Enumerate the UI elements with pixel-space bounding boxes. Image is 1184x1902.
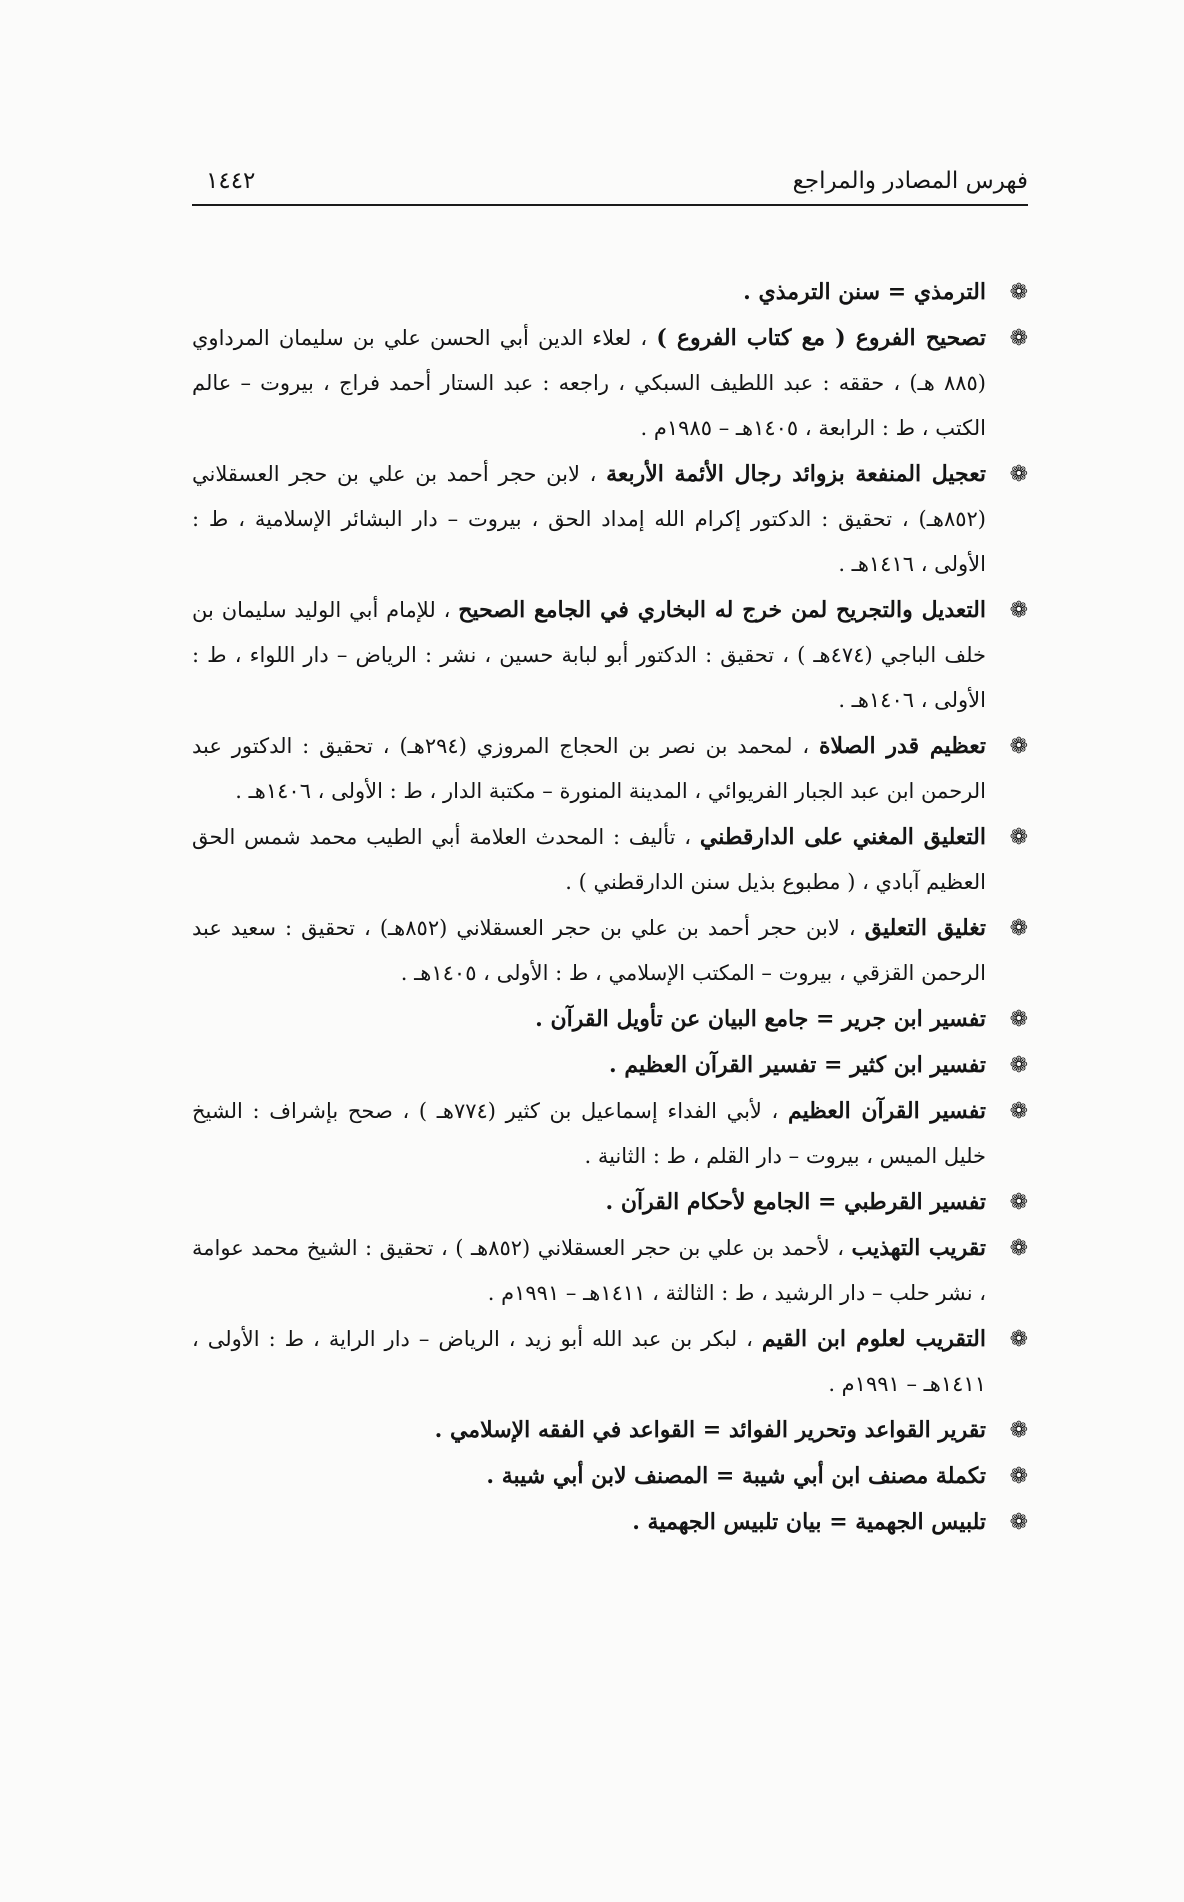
- entry-title: تفسير ابن كثير = تفسير القرآن العظيم .: [609, 1052, 986, 1078]
- flower-bullet-icon: ❁: [1009, 916, 1028, 941]
- flower-bullet-icon: ❁: [1009, 1053, 1028, 1078]
- entry-title: التقريب لعلوم ابن القيم: [761, 1326, 986, 1352]
- bibliography-entry: [192, 588, 1028, 723]
- bibliography-list: [192, 270, 1028, 1546]
- bibliography-entry: [192, 1500, 1028, 1545]
- entry-title: تعجيل المنفعة بزوائد رجال الأئمة الأربعة: [606, 461, 986, 487]
- flower-bullet-icon: ❁: [1009, 1464, 1028, 1489]
- page-header: [192, 160, 1028, 204]
- entry-details: ، لابن حجر أحمد بن علي بن حجر العسقلاني (٨٥٢هـ) ، تحقيق : سعيد عبد الرحمن القزقي ، بيروت – المكتب الإسلامي ، ط : الأولى ، ١٤٠٥هـ .: [192, 916, 986, 985]
- entry-details: ، لبكر بن عبد الله أبو زيد ، الرياض – دار الراية ، ط : الأولى ، ١٤١١هـ – ١٩٩١م .: [192, 1327, 986, 1396]
- entry-title: الترمذي = سنن الترمذي .: [743, 279, 986, 305]
- bibliography-entry: [192, 316, 1028, 451]
- running-title: فهرس المصادر والمراجع: [792, 168, 1028, 194]
- entry-title: تقرير القواعد وتحرير الفوائد = القواعد في الفقه الإسلامي .: [434, 1417, 986, 1443]
- entry-details: ، لأحمد بن علي بن حجر العسقلاني (٨٥٢هـ ) ، تحقيق : الشيخ محمد عوامة ، نشر حلب – دار الرشيد ، ط : الثالثة ، ١٤١١هـ – ١٩٩١م .: [192, 1236, 986, 1305]
- page-number: ١٤٤٢: [206, 168, 256, 194]
- entry-details: ، تأليف : المحدث العلامة أبي الطيب محمد شمس الحق العظيم آبادي ، ( مطبوع بذيل سنن الدارقطني ) .: [192, 825, 986, 894]
- entry-title: تقريب التهذيب: [851, 1235, 986, 1261]
- entry-title: تلبيس الجهمية = بيان تلبيس الجهمية .: [632, 1509, 986, 1535]
- flower-bullet-icon: ❁: [1009, 326, 1028, 351]
- entry-title: التعليق المغني على الدارقطني: [699, 824, 986, 850]
- flower-bullet-icon: ❁: [1009, 1510, 1028, 1535]
- flower-bullet-icon: ❁: [1009, 1099, 1028, 1124]
- entry-title: تعظيم قدر الصلاة: [819, 733, 986, 759]
- entry-details: ، لابن حجر أحمد بن علي بن حجر العسقلاني (٨٥٢هـ) ، تحقيق : الدكتور إكرام الله إمداد الحق ، بيروت – دار البشائر الإسلامية ، ط : الأولى ، ١٤١٦هـ .: [192, 462, 986, 576]
- header-rule: [192, 204, 1028, 206]
- flower-bullet-icon: ❁: [1009, 1418, 1028, 1443]
- bibliography-entry: [192, 452, 1028, 587]
- entry-title: تكملة مصنف ابن أبي شيبة = المصنف لابن أبي شيبة .: [486, 1463, 986, 1489]
- flower-bullet-icon: ❁: [1009, 462, 1028, 487]
- entry-details: ، لمحمد بن نصر بن الحجاج المروزي (٢٩٤هـ) ، تحقيق : الدكتور عبد الرحمن ابن عبد الجبار الفريوائي ، المدينة المنورة – مكتبة الدار ، ط : الأولى ، ١٤٠٦هـ .: [192, 734, 986, 803]
- bibliography-entry: [192, 997, 1028, 1042]
- bibliography-entry: [192, 724, 1028, 814]
- bibliography-entry: [192, 815, 1028, 905]
- entry-title: تفسير ابن جرير = جامع البيان عن تأويل القرآن .: [535, 1006, 986, 1032]
- bibliography-entry: [192, 270, 1028, 315]
- flower-bullet-icon: ❁: [1009, 825, 1028, 850]
- entry-title: تصحيح الفروع ( مع كتاب الفروع ): [656, 325, 986, 351]
- flower-bullet-icon: ❁: [1009, 1190, 1028, 1215]
- flower-bullet-icon: ❁: [1009, 598, 1028, 623]
- bibliography-entry: [192, 1454, 1028, 1499]
- flower-bullet-icon: ❁: [1009, 1327, 1028, 1352]
- entry-details: ، لعلاء الدين أبي الحسن علي بن سليمان المرداوي (٨٨٥ هـ) ، حققه : عبد اللطيف السبكي ، راجعه : عبد الستار أحمد فراج ، بيروت – عالم الكتب ، ط : الرابعة ، ١٤٠٥هـ – ١٩٨٥م .: [192, 326, 986, 440]
- flower-bullet-icon: ❁: [1009, 280, 1028, 305]
- bibliography-entry: [192, 1408, 1028, 1453]
- bibliography-entry: [192, 1180, 1028, 1225]
- bibliography-entry: [192, 1226, 1028, 1316]
- bibliography-entry: [192, 1089, 1028, 1179]
- bibliography-entry: [192, 906, 1028, 996]
- entry-details: ، لأبي الفداء إسماعيل بن كثير (٧٧٤هـ ) ، صحح بإشراف : الشيخ خليل الميس ، بيروت – دار القلم ، ط : الثانية .: [192, 1099, 986, 1168]
- entry-title: التعديل والتجريح لمن خرج له البخاري في الجامع الصحيح: [458, 597, 986, 623]
- entry-title: تغليق التعليق: [864, 915, 986, 941]
- bibliography-entry: [192, 1043, 1028, 1088]
- bibliography-entry: [192, 1317, 1028, 1407]
- flower-bullet-icon: ❁: [1009, 734, 1028, 759]
- flower-bullet-icon: ❁: [1009, 1007, 1028, 1032]
- entry-title: تفسير القرآن العظيم: [787, 1098, 986, 1124]
- entry-title: تفسير القرطبي = الجامع لأحكام القرآن .: [605, 1189, 986, 1215]
- flower-bullet-icon: ❁: [1009, 1236, 1028, 1261]
- entry-details: ، للإمام أبي الوليد سليمان بن خلف الباجي (٤٧٤هـ ) ، تحقيق : الدكتور أبو لبابة حسين ، نشر : الرياض – دار اللواء ، ط : الأولى ، ١٤٠٦هـ .: [192, 598, 987, 712]
